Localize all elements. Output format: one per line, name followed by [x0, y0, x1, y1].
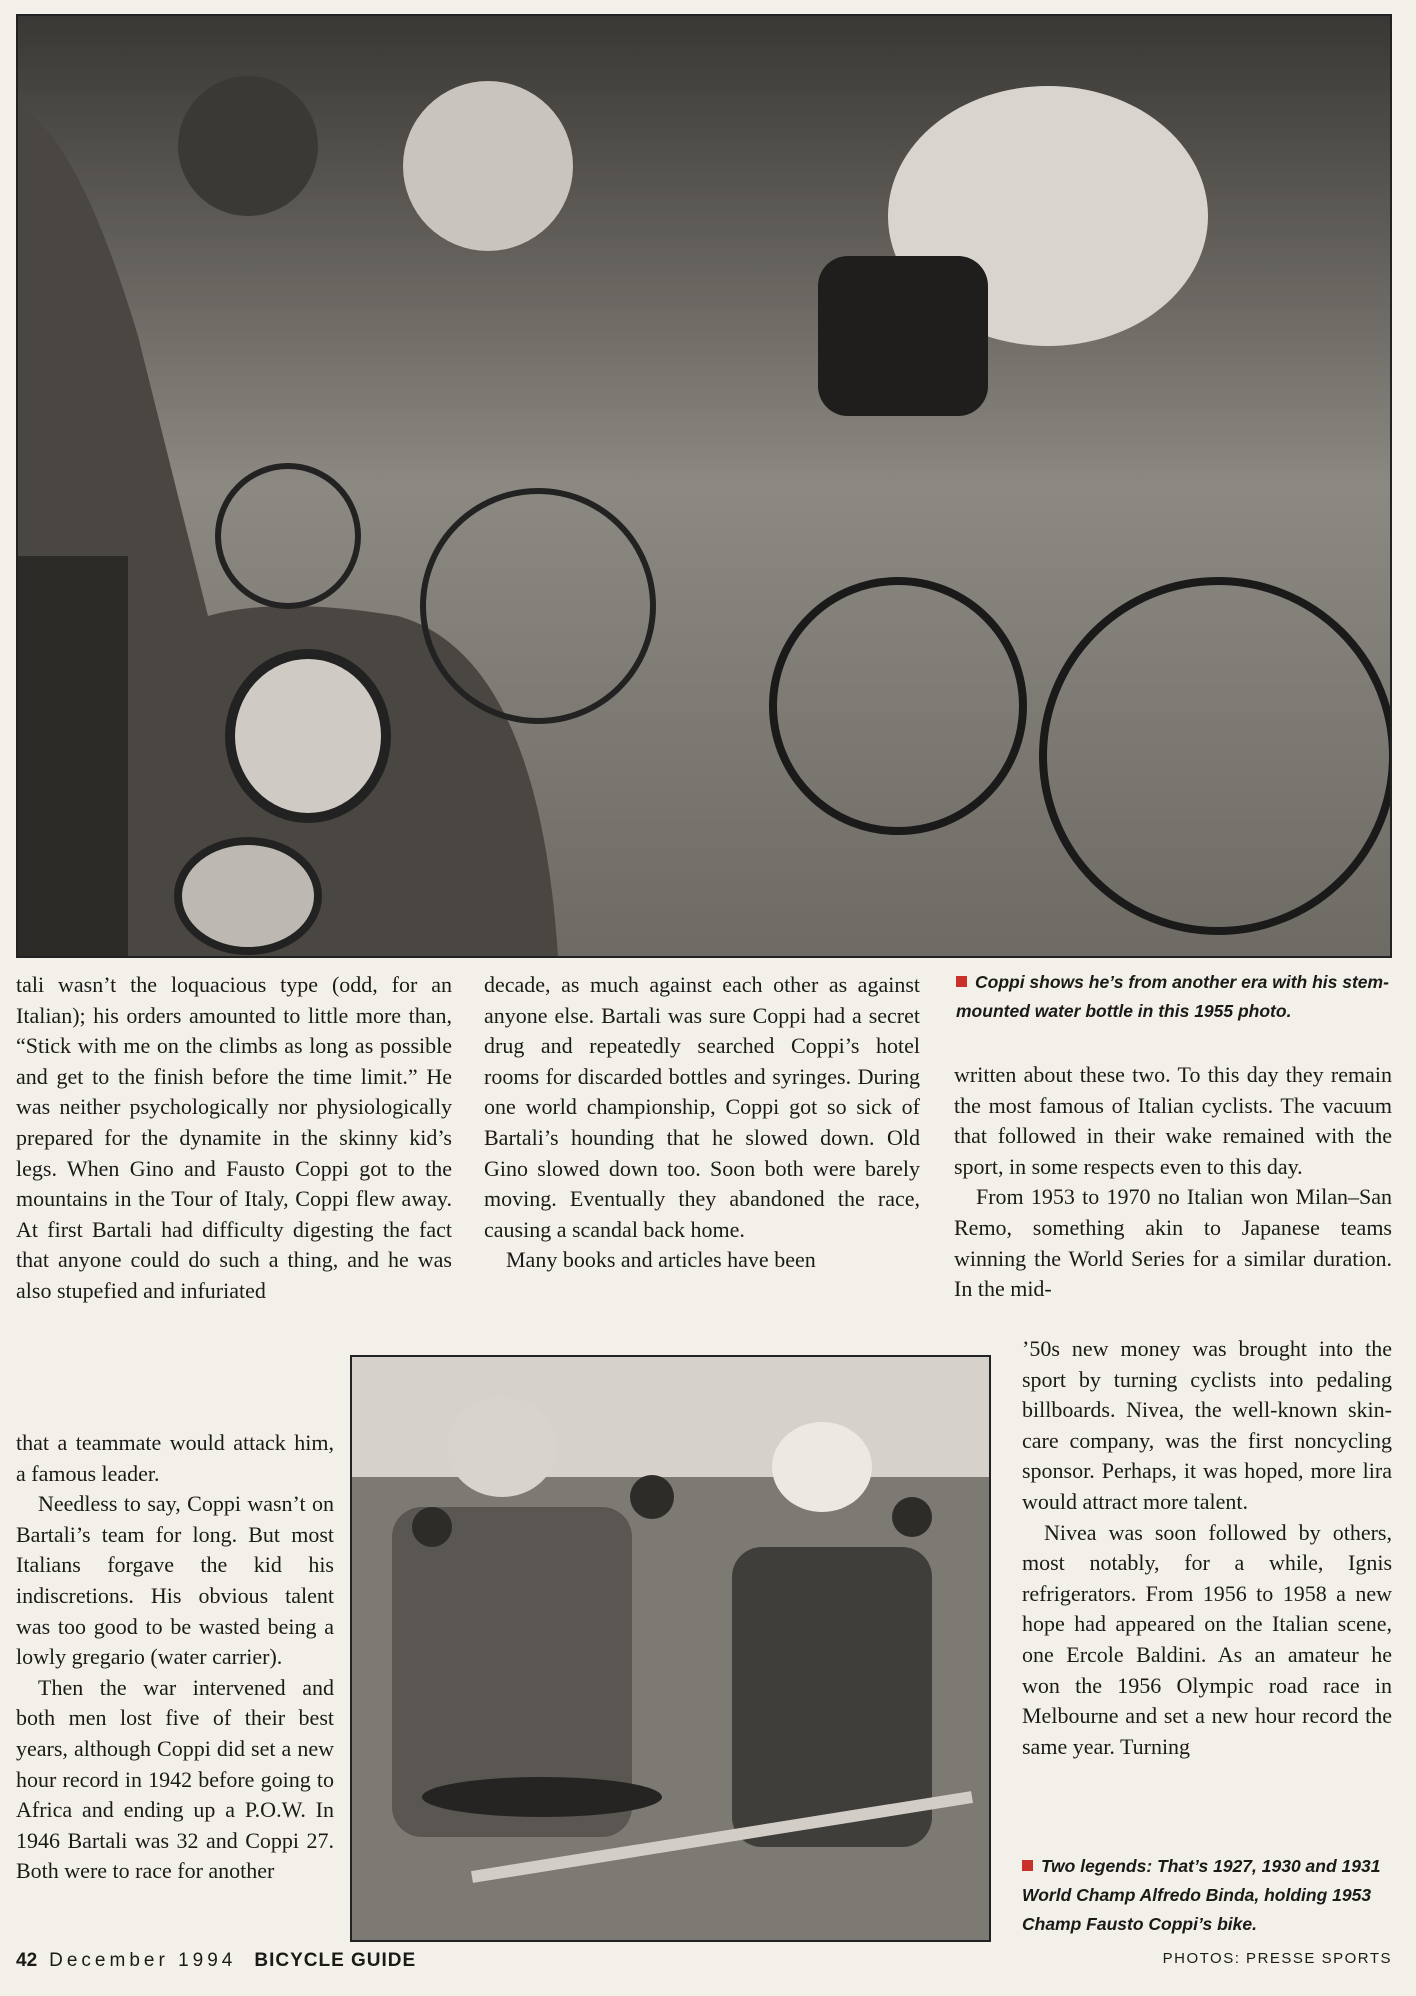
issue-date: December 1994	[49, 1950, 237, 1971]
article-paragraph: From 1953 to 1970 no Italian won Milan–San Remo, something akin to Japanese teams winning the World Series for a similar duration. In the mid-	[954, 1184, 1392, 1302]
caption-marker-icon	[1022, 1860, 1033, 1871]
article-paragraph: ’50s new money was brought into the sport by turning cyclists into pedaling billboards. Nivea, the well-known skin-care company, was the first noncycling sponsor. Perhaps, it was hoped, more lira would attract more talent.	[1022, 1336, 1392, 1514]
photo-caption-top: Coppi shows he’s from another era with his stem-mounted water bottle in this 1955 photo.	[956, 972, 1389, 1021]
article-column-2	[484, 970, 920, 1276]
photo-icon	[352, 1357, 989, 1940]
article-paragraph: Then the war intervened and both men lost five of their best years, although Coppi did set a new hour record in 1942 before going to Africa and ending up a P.O.W. In 1946 Bartali was 32 and Coppi 27. Both were to race for another	[16, 1674, 334, 1884]
photo-binda-coppi	[350, 1355, 991, 1942]
article-column-3	[954, 1060, 1392, 1305]
page-number: 42	[16, 1950, 38, 1971]
article-paragraph: written about these two. To this day they remain the most famous of Italian cyclists. The vacuum that followed in their wake remained with the sport, in some respects even to this day.	[954, 1062, 1392, 1179]
article-column-3-continued	[1022, 1334, 1392, 1762]
article-paragraph: decade, as much against each other as against anyone else. Bartali was sure Coppi had a secret drug and repeatedly searched Coppi’s hotel rooms for discarded bottles and syringes. During one world championship, Coppi got so sick of Bartali’s hounding that he slowed down. Old Gino slowed down too. Soon both were barely moving. Eventually they abandoned the race, causing a scandal back home.	[484, 972, 920, 1242]
page-folio	[16, 1950, 416, 1980]
caption-marker-icon	[956, 976, 967, 987]
article-paragraph: Nivea was soon followed by others, most notably, for a while, Ignis refrigerators. From 1956 to 1958 a new hope had appeared on the Italian scene, one Ercole Baldini. As an amateur he won the 1956 Olympic road race in Melbourne and set a new hour record the same year. Turning	[1022, 1519, 1392, 1759]
magazine-name: BICYCLE GUIDE	[254, 1950, 417, 1971]
article-paragraph: that a teammate would attack him, a famous leader.	[16, 1430, 334, 1486]
article-paragraph: Needless to say, Coppi wasn’t on Bartali’s team for long. But most Italians forgave the kid his indiscretions. His obvious talent was too good to be wasted being a lowly gregario (water carrier).	[16, 1491, 334, 1670]
photo-caption-bottom: Two legends: That’s 1927, 1930 and 1931 World Champ Alfredo Binda, holding 1953 Champ Fausto Coppi’s bike.	[1022, 1856, 1381, 1934]
photo-coppi-climb	[16, 14, 1392, 958]
article-column-1-continued	[16, 1428, 334, 1887]
photo-icon	[18, 16, 1390, 956]
article-paragraph: tali wasn’t the loquacious type (odd, for an Italian); his orders amounted to little more than, “Stick with me on the climbs as long as possible and get to the finish before the time limit.” He was neither psychologically nor physiologically prepared for the dynamite in the skinny kid’s legs. When Gino and Fausto Coppi got to the mountains in the Tour of Italy, Coppi flew away. At first Bartali had difficulty digesting the fact that anyone could do such a thing, and he was also stupefied and infuriated	[16, 972, 452, 1303]
article-paragraph: Many books and articles have been	[506, 1247, 816, 1273]
article-column-1	[16, 970, 452, 1307]
photo-credit: PHOTOS: PRESSE SPORTS	[1162, 1950, 1392, 1967]
